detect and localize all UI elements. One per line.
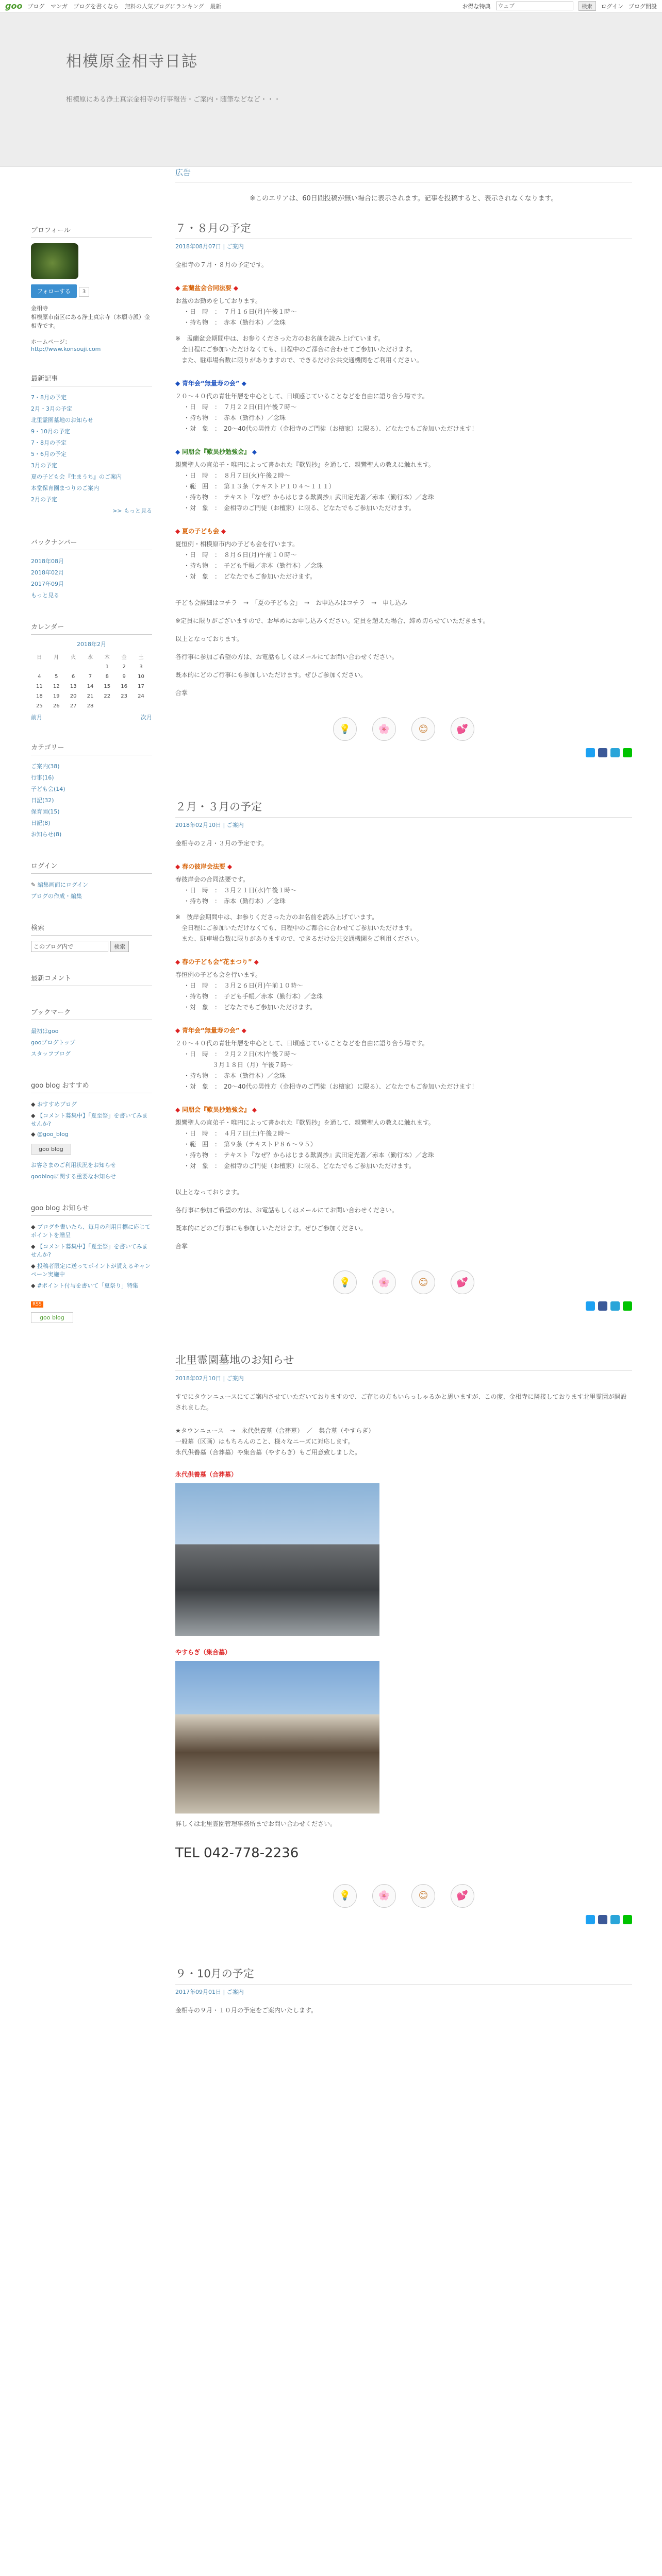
event-line: ・持ち物 ： 赤本（勤行本）／念珠 bbox=[184, 1072, 286, 1079]
topbar-link[interactable]: ブログ bbox=[27, 3, 45, 10]
inactive-notice: ※このエリアは、60日間投稿が無い場合に表示されます。記事を投稿すると、表示されなくなります。 bbox=[250, 195, 558, 202]
facebook-share-icon[interactable] bbox=[598, 1301, 607, 1311]
event-line: ※ 彼岸会期間中は、お参りくださった方のお名前を読み上げています。 bbox=[175, 913, 378, 921]
event-title-text: 青年会“無量寿の会” bbox=[182, 1027, 240, 1034]
weekday: 水 bbox=[87, 655, 93, 660]
star-icon: ◆ bbox=[175, 284, 183, 292]
star-icon: ◆ bbox=[239, 380, 246, 387]
recommend-item[interactable]: gooblogに関する重要なお知らせ bbox=[31, 1173, 116, 1180]
homepage-link[interactable]: http://www.konsouji.com bbox=[31, 346, 101, 352]
topbar-link[interactable]: ブログを書くなら bbox=[73, 3, 119, 10]
reaction-icon[interactable]: 🌸 bbox=[372, 717, 396, 741]
event-line: ・日 時 ： ７月１６日(月)午後１時～ bbox=[184, 308, 297, 315]
post-intro: 金相寺の９月・１０月の予定をご案内いたします。 bbox=[175, 2006, 318, 2014]
facebook-share-icon[interactable] bbox=[598, 748, 607, 757]
share-bar bbox=[175, 1915, 632, 1924]
bookmark-item[interactable]: gooブログトップ bbox=[31, 1039, 76, 1046]
star-icon: ◆ bbox=[175, 863, 183, 870]
profile-intro: 相模原市南区にある浄土真宗寺（本願寺派）金相寺です。 bbox=[31, 314, 150, 329]
footer-line: 合掌 bbox=[175, 689, 188, 697]
day: 6 bbox=[71, 674, 75, 680]
blog-post bbox=[175, 799, 632, 1311]
footer-line: 各行事に参加ご希望の方は、お電話もしくはメールにてお問い合わせください。 bbox=[175, 653, 398, 660]
reaction-icon[interactable]: 🌸 bbox=[372, 1270, 396, 1294]
star-icon: ◆ bbox=[175, 1106, 183, 1113]
event-title bbox=[175, 957, 632, 968]
calendar-heading: カレンダー bbox=[31, 621, 152, 635]
recent-item[interactable]: 夏の子ども会『生まうち』のご案内 bbox=[31, 473, 122, 480]
blog-description: 相模原にある浄土真宗金相寺の行事報告・ご案内・随筆などなど・・・ bbox=[66, 96, 281, 104]
day: 2 bbox=[122, 664, 126, 670]
search-heading: 検索 bbox=[31, 922, 152, 936]
recent-item[interactable]: 9・10月の予定 bbox=[31, 428, 70, 435]
event-title bbox=[175, 1025, 632, 1036]
recommend-heading: goo blog おすすめ bbox=[31, 1080, 152, 1093]
post-intro: すでにタウンニュースにてご案内させていただいておりますので、ご存じの方もいらっしゃるかと思いますが、この度、金相寺に隣接しております北里霊園が開設されました。 bbox=[175, 1393, 627, 1411]
pin-icon: ◆ bbox=[31, 1243, 37, 1250]
day bbox=[48, 662, 65, 672]
profile-heading: プロフィール bbox=[31, 225, 152, 238]
homepage-label: ホームページ： bbox=[31, 338, 71, 345]
bookmark-item[interactable]: スタッフブログ bbox=[31, 1050, 71, 1057]
top-bar bbox=[0, 0, 662, 12]
recent-more-link[interactable]: >> もっと見る bbox=[112, 507, 152, 514]
reaction-icon[interactable]: 💡 bbox=[333, 1270, 357, 1294]
goo-blog-footer-logo[interactable]: goo blog bbox=[31, 1312, 73, 1323]
category-item[interactable]: 日記(32) bbox=[31, 797, 54, 804]
event-line: ３月１８日（月）午後７時～ bbox=[175, 1061, 293, 1069]
event-line: ・日 時 ： ７月２２日(日)午後７時～ bbox=[184, 403, 297, 411]
follower-count: 3 bbox=[79, 287, 89, 297]
facebook-share-icon[interactable] bbox=[598, 1915, 607, 1924]
event-title bbox=[175, 861, 632, 872]
day: 16 bbox=[121, 684, 127, 689]
pin-icon: ◆ bbox=[31, 1263, 37, 1269]
day bbox=[65, 662, 82, 672]
day: 8 bbox=[105, 674, 109, 680]
recommend-item[interactable]: 【コメント募集中】「夏至祭」を書いてみませんか? bbox=[31, 1112, 148, 1127]
category-item[interactable]: 保育園(15) bbox=[31, 808, 60, 815]
day: 15 bbox=[104, 684, 111, 689]
pin-icon: ◆ bbox=[31, 1112, 37, 1119]
follow-button[interactable]: フォローする bbox=[31, 284, 77, 298]
calendar-table bbox=[31, 651, 150, 711]
footer-line: ※定員に限りがございますので、お早めにお申し込みください。定員を超えた場合、締め切らせていただきます。 bbox=[175, 617, 489, 624]
categories bbox=[31, 742, 152, 840]
day: 12 bbox=[53, 684, 60, 689]
day: 14 bbox=[87, 684, 94, 689]
day: 27 bbox=[70, 703, 77, 709]
post-body bbox=[175, 2005, 632, 2016]
star-icon: ◆ bbox=[231, 284, 239, 292]
reaction-icon[interactable]: 🌸 bbox=[372, 1884, 396, 1908]
recent-item[interactable]: 7・8月の予定 bbox=[31, 394, 67, 401]
reaction-bar bbox=[175, 1884, 632, 1908]
search-scope-select[interactable]: このブログ内で bbox=[31, 941, 108, 952]
post-list bbox=[175, 220, 632, 2016]
event-line: 全日程にご参加いただけなくても、日程中のご都合に合わせてご参加いただけます。 bbox=[175, 924, 417, 931]
event-line: ・対 象 ： 金相寺のご門徒（お檀家）に限る、どなたでもご参加いただけます。 bbox=[184, 504, 416, 512]
event-line: ・持ち物 ： 赤本（勤行本）／念珠 bbox=[184, 319, 286, 326]
news-item[interactable]: ブログを書いたら、毎月の利用目標に応じてポイントを贈呈 bbox=[31, 1224, 151, 1239]
star-icon: ◆ bbox=[225, 863, 233, 870]
goo-logo[interactable]: goo bbox=[5, 1, 23, 11]
backnumber-item[interactable]: 2018年08月 bbox=[31, 558, 64, 565]
news-item[interactable]: #ポイント付与を書いて「夏祭り」特集 bbox=[37, 1282, 139, 1289]
event-line: 夏恒例・相模原市内の子ども会を行います。 bbox=[175, 540, 299, 548]
reaction-bar bbox=[175, 717, 632, 741]
news-item[interactable]: 投稿者限定に送ってポイントが貰えるキャンペーン実施中 bbox=[31, 1263, 151, 1278]
topbar-right bbox=[462, 1, 657, 11]
weekday: 木 bbox=[104, 655, 110, 660]
post-meta[interactable]: 2018年08月07日 | ご案内 bbox=[175, 243, 244, 250]
reaction-icon[interactable]: 💕 bbox=[451, 717, 474, 741]
event-line: 一般墓（区画）はもちろんのこと、様々なニーズに対応します。 bbox=[175, 1438, 354, 1445]
blog-title[interactable]: 相模原金相寺日誌 bbox=[66, 53, 198, 71]
post-title[interactable]: ２月・３月の予定 bbox=[175, 799, 632, 818]
category-item[interactable]: 行事(16) bbox=[31, 774, 54, 781]
topbar-link[interactable]: 最新 bbox=[210, 3, 222, 10]
day bbox=[115, 701, 133, 711]
star-icon: ◆ bbox=[239, 1027, 246, 1034]
post-intro: 金相寺の２月・３月の予定です。 bbox=[175, 840, 268, 847]
post-intro: 金相寺の７月・８月の予定です。 bbox=[175, 261, 268, 268]
calendar bbox=[31, 621, 152, 721]
post-title[interactable]: 北里霊園墓地のお知らせ bbox=[175, 1352, 632, 1371]
star-icon: ◆ bbox=[175, 1027, 183, 1034]
recent-item[interactable]: 北里霊園墓地のお知らせ bbox=[31, 417, 93, 423]
category-heading: カテゴリー bbox=[31, 742, 152, 755]
category-item[interactable]: ご案内(38) bbox=[31, 763, 60, 770]
post-body bbox=[175, 1392, 632, 1866]
cemetery-photo[interactable] bbox=[175, 1661, 379, 1814]
event-line: 春恒例の子ども会を行います。 bbox=[175, 971, 262, 978]
event-title-text: 同朋会『歎異抄勉強会』 bbox=[182, 1106, 251, 1113]
category-item[interactable]: 子ども会(14) bbox=[31, 786, 65, 792]
sidebar-search-button[interactable]: 検索 bbox=[110, 941, 129, 952]
day: 28 bbox=[87, 703, 94, 709]
event-title bbox=[175, 1105, 632, 1115]
event-line: 全日程にご参加いただけなくても、日程中のご都合に合わせてご参加いただけます。 bbox=[175, 346, 417, 353]
main-content bbox=[175, 167, 632, 2057]
calendar-next-link[interactable]: 次月 bbox=[141, 714, 152, 721]
share-bar bbox=[175, 1301, 632, 1311]
day: 10 bbox=[138, 674, 144, 680]
weekday: 月 bbox=[54, 655, 59, 660]
recent-item[interactable]: 2月の予定 bbox=[31, 496, 57, 503]
event-line: ・対 象 ： どなたでもご参加いただけます。 bbox=[184, 1004, 317, 1011]
footer-line: 子ども会詳細はコチラ → 「夏の子ども会」 → お申込みはコチラ → 申し込み bbox=[175, 599, 408, 606]
news-heading: goo blog お知らせ bbox=[31, 1202, 152, 1216]
spacer bbox=[175, 1420, 632, 1426]
event-line: ・対 象 ： 20～40代の男性方（金相寺のご門徒（お檀家）に限る）、どなたでもご参加いただけます！ bbox=[184, 425, 478, 432]
event-line: ※ 盂蘭盆会期間中は、お参りくださった方のお名前を読み上げています。 bbox=[175, 335, 385, 342]
post-title[interactable]: ７・８月の予定 bbox=[175, 220, 632, 239]
day: 26 bbox=[53, 703, 60, 709]
login-edit-link[interactable]: 編集画面にログイン bbox=[37, 882, 89, 888]
goo-news bbox=[31, 1202, 152, 1323]
goo-recommend bbox=[31, 1080, 152, 1182]
post-body bbox=[175, 260, 632, 699]
ad-label: 広告 bbox=[175, 167, 632, 182]
event-title bbox=[175, 526, 632, 537]
calendar-month: 2018年2月 bbox=[77, 641, 106, 648]
day: 17 bbox=[138, 684, 144, 689]
event-line: ★タウンニュース → 永代供養墓（合葬墓） ／ 集合墓（やすらぎ） bbox=[175, 1427, 375, 1434]
backnumber-item[interactable]: 2017年09月 bbox=[31, 581, 64, 587]
day: 19 bbox=[53, 693, 60, 699]
recent-heading: 最新記事 bbox=[31, 373, 152, 386]
spacer bbox=[175, 328, 632, 333]
event-title-text: 青年会“無量寿の会” bbox=[182, 380, 240, 387]
event-line: 親鸞聖人の直弟子・唯円によって書かれた『歎異抄』を通して、親鸞聖人の教えに触れます。 bbox=[175, 461, 435, 468]
event-title-text: 盂蘭盆会合同法要 bbox=[182, 284, 232, 292]
star-icon: ◆ bbox=[175, 448, 183, 455]
post-meta[interactable]: 2017年09月01日 | ご案内 bbox=[175, 1988, 244, 1995]
event-title-text: 夏の子ども会 bbox=[182, 528, 220, 535]
event-line: 永代供養墓（合葬墓）や集合墓（やすらぎ）もご用意致しました。 bbox=[175, 1449, 361, 1456]
bookmarks-section bbox=[31, 1007, 152, 1059]
event-line: ・対 象 ： 金相寺のご門徒（お檀家）に限る、どなたでもご参加いただけます。 bbox=[184, 1162, 416, 1170]
day: 11 bbox=[36, 684, 43, 689]
reaction-icon[interactable]: 😊 bbox=[411, 717, 435, 741]
event-line: ・対 象 ： 20～40代の男性方（金相寺のご門徒（お檀家）に限る）、どなたでもご参加いただけます！ bbox=[184, 1083, 478, 1090]
post-title[interactable]: ９・10月の予定 bbox=[175, 1965, 632, 1985]
footer-line: 既本的にどのご行事にも参加しいただけます。ぜひご参加ください。 bbox=[175, 1225, 367, 1232]
event-line: ・持ち物 ： 子ども手帳／赤本（勤行本）／念珠 bbox=[184, 562, 323, 569]
hatena-share-icon[interactable] bbox=[610, 748, 620, 757]
event-line: ・日 時 ： ８月７日(火)午後２時～ bbox=[184, 472, 291, 479]
topbar-links bbox=[27, 2, 225, 10]
event-line: ・範 囲 ： 第１３条（テキストＰ１０４～１１１） bbox=[184, 483, 335, 490]
day: 7 bbox=[88, 674, 92, 680]
star-icon: ◆ bbox=[219, 528, 226, 535]
event-line: ・日 時 ： ８月６日(月)午前１０時～ bbox=[184, 551, 297, 558]
edit-icon: ✎ bbox=[31, 882, 38, 888]
day: 18 bbox=[36, 693, 43, 699]
event-line: ・持ち物 ： 子ども手帳／赤本（勤行本）／念珠 bbox=[184, 993, 323, 1000]
phone-number: TEL 042-778-2236 bbox=[175, 1845, 299, 1861]
event-line: ・持ち物 ： 赤本（勤行本）／念珠 bbox=[184, 897, 286, 905]
day: 1 bbox=[105, 664, 109, 670]
event-line: 親鸞聖人の直弟子・唯円によって書かれた『歎異抄』を通して、親鸞聖人の教えに触れます。 bbox=[175, 1119, 435, 1126]
line-share-icon[interactable] bbox=[623, 1301, 632, 1311]
reaction-icon[interactable]: 💕 bbox=[451, 1270, 474, 1294]
event-line: ・日 時 ： ４月７日(土)午後２時～ bbox=[184, 1130, 291, 1137]
day: 3 bbox=[139, 664, 143, 670]
backnumber-heading: バックナンバー bbox=[31, 537, 152, 550]
backnumber-item[interactable]: 2018年02月 bbox=[31, 569, 64, 576]
day bbox=[82, 662, 99, 672]
event-line: ２０～４０代の青壮年層を中心として、日頃感じていることなどを自由に語り合う場です。 bbox=[175, 1040, 428, 1047]
sidebar bbox=[31, 225, 152, 1344]
search-button[interactable]: 検索 bbox=[578, 1, 596, 11]
day: 22 bbox=[104, 693, 111, 699]
topbar-link[interactable]: 無料の人気ブログにランキング bbox=[124, 3, 204, 10]
blog-header bbox=[0, 12, 662, 167]
recent-item[interactable]: 5・6月の予定 bbox=[31, 451, 67, 457]
profile-section bbox=[31, 225, 152, 352]
twitter-share-icon[interactable] bbox=[586, 1915, 595, 1924]
login-link[interactable]: ログイン bbox=[601, 3, 623, 10]
cemetery-photo[interactable] bbox=[175, 1483, 379, 1636]
event-title-text: 春の子ども会“花まつり” bbox=[182, 958, 252, 965]
pin-icon: ◆ bbox=[31, 1101, 37, 1108]
event-line: 春彼岸会の合同法要です。 bbox=[175, 876, 250, 883]
line-share-icon[interactable] bbox=[623, 1915, 632, 1924]
avatar[interactable] bbox=[31, 243, 78, 279]
post-meta[interactable]: 2018年02月10日 | ご案内 bbox=[175, 1375, 244, 1382]
hatena-share-icon[interactable] bbox=[610, 1301, 620, 1311]
day bbox=[31, 662, 48, 672]
topbar-link[interactable]: マンガ bbox=[50, 3, 68, 10]
day bbox=[98, 701, 115, 711]
post-meta[interactable]: 2018年02月10日 | ご案内 bbox=[175, 822, 244, 828]
footer-line: 合掌 bbox=[175, 1243, 188, 1250]
event-line: ・範 囲 ： 第９条（テキストＰ８６～９５） bbox=[184, 1141, 317, 1148]
twitter-share-icon[interactable] bbox=[586, 1301, 595, 1311]
weekday: 金 bbox=[121, 655, 127, 660]
search-section bbox=[31, 922, 152, 952]
calendar-prev-link[interactable]: 前月 bbox=[31, 714, 42, 721]
star-icon: ◆ bbox=[252, 958, 259, 965]
backnumber-more-link[interactable]: もっと見る bbox=[31, 592, 59, 599]
footer-line: 各行事に参加ご希望の方は、お電話もしくはメールにてお問い合わせください。 bbox=[175, 1207, 398, 1214]
post-body bbox=[175, 838, 632, 1252]
event-line: ・日 時 ： ３月２１日(水)午後１時～ bbox=[184, 887, 297, 894]
event-title-text: 春の彼岸会法要 bbox=[182, 863, 226, 870]
blog-post bbox=[175, 1965, 632, 2016]
blog-post bbox=[175, 220, 632, 757]
rss-icon[interactable]: RSS bbox=[31, 1301, 43, 1308]
bookmark-item[interactable]: 最初はgoo bbox=[31, 1028, 59, 1035]
spacer bbox=[175, 907, 632, 912]
comments-heading: 最新コメント bbox=[31, 973, 152, 986]
star-icon: ◆ bbox=[250, 1106, 257, 1113]
reaction-icon[interactable]: 😊 bbox=[411, 1270, 435, 1294]
footer-line: 以上となっております。 bbox=[175, 1189, 243, 1196]
event-line: ・日 時 ： ３月２６日(月)午前１０時～ bbox=[184, 982, 303, 989]
event-line: ・持ち物 ： 赤本（勤行本）／念珠 bbox=[184, 414, 286, 421]
day: 5 bbox=[55, 674, 58, 680]
recent-item[interactable]: 7・8月の予定 bbox=[31, 439, 67, 446]
event-title bbox=[175, 283, 632, 294]
event-line: ２０～４０代の青壮年層を中心として、日頃感じていることなどを自由に語り合う場です。 bbox=[175, 393, 428, 400]
reaction-bar bbox=[175, 1270, 632, 1294]
event-title-text: 同朋会『歎異抄勉強会』 bbox=[182, 448, 251, 455]
category-item[interactable]: 日記(8) bbox=[31, 820, 51, 826]
day bbox=[133, 701, 150, 711]
pin-icon: ◆ bbox=[31, 1224, 37, 1230]
login-heading: ログイン bbox=[31, 860, 152, 874]
recent-item[interactable]: 2月・3月の予定 bbox=[31, 405, 72, 412]
reaction-icon[interactable]: 💡 bbox=[333, 1884, 357, 1908]
category-item[interactable]: お知らせ(8) bbox=[31, 831, 62, 838]
footer-line: 以上となっております。 bbox=[175, 635, 243, 642]
photo-label: 永代供養墓（合葬墓） bbox=[175, 1471, 238, 1478]
event-line: ・日 時 ： ２月２２日(木)午後７時～ bbox=[184, 1050, 297, 1058]
event-title bbox=[175, 378, 632, 389]
event-line: また、駐車場台数に限りがありますので、できるだけ公共交通機関をご利用ください。 bbox=[175, 357, 423, 364]
event-line: また、駐車場台数に限りがありますので、できるだけ公共交通機関をご利用ください。 bbox=[175, 935, 423, 942]
register-link[interactable]: ブログ開設 bbox=[628, 3, 657, 10]
star-icon: ◆ bbox=[175, 528, 183, 535]
login-section bbox=[31, 860, 152, 902]
day: 4 bbox=[38, 674, 41, 680]
blog-post bbox=[175, 1352, 632, 1924]
footer-line: 既本的にどのご行事にも参加しいただけます。ぜひご参加ください。 bbox=[175, 671, 367, 679]
event-title bbox=[175, 447, 632, 457]
day: 9 bbox=[122, 674, 126, 680]
photo-label: やすらぎ（集合墓） bbox=[175, 1649, 231, 1656]
twitter-icon: ◆ bbox=[31, 1131, 37, 1138]
pin-icon: ◆ bbox=[31, 1282, 37, 1289]
weekday: 火 bbox=[71, 655, 76, 660]
day: 20 bbox=[70, 693, 77, 699]
bookmarks-heading: ブックマーク bbox=[31, 1007, 152, 1020]
share-bar bbox=[175, 748, 632, 757]
twitter-share-icon[interactable] bbox=[586, 748, 595, 757]
search-input[interactable] bbox=[496, 2, 573, 10]
recent-posts bbox=[31, 373, 152, 516]
news-item[interactable]: 【コメント募集中】「夏至祭」を書いてみませんか? bbox=[31, 1243, 148, 1258]
day: 21 bbox=[87, 693, 94, 699]
contact-note: 詳しくは北里霊園管理事務所までお問い合わせください。 bbox=[175, 1820, 337, 1827]
reaction-icon[interactable]: 💡 bbox=[333, 717, 357, 741]
star-icon: ◆ bbox=[175, 380, 183, 387]
backnumbers bbox=[31, 537, 152, 601]
weekday: 土 bbox=[138, 655, 144, 660]
day: 25 bbox=[36, 703, 43, 709]
event-line: ・対 象 ： どなたでもご参加いただけます。 bbox=[184, 573, 317, 580]
reaction-icon[interactable]: 💕 bbox=[451, 1884, 474, 1908]
day: 23 bbox=[121, 693, 127, 699]
day: 24 bbox=[138, 693, 144, 699]
event-line: お盆のお勤めをしております。 bbox=[175, 297, 262, 304]
reaction-icon[interactable]: 😊 bbox=[411, 1884, 435, 1908]
line-share-icon[interactable] bbox=[623, 748, 632, 757]
recent-item[interactable]: 3月の予定 bbox=[31, 462, 57, 469]
recommend-item[interactable]: @goo_blog bbox=[37, 1131, 69, 1138]
event-line: ・持ち物 ： テキスト『なぜ？からはじまる歎異抄』武田定光著／赤本（勤行本）／念珠 bbox=[184, 494, 434, 501]
event-line: ・持ち物 ： テキスト『なぜ？からはじまる歎異抄』武田定光著／赤本（勤行本）／念珠 bbox=[184, 1151, 434, 1159]
profile-name: 金相寺 bbox=[31, 305, 48, 312]
comments-section bbox=[31, 973, 152, 986]
hatena-share-icon[interactable] bbox=[610, 1915, 620, 1924]
recent-item[interactable]: 本堂保育園まつりのご案内 bbox=[31, 485, 99, 492]
weekday: 日 bbox=[37, 655, 42, 660]
recommend-item[interactable]: お客さまのご利用状況をお知らせ bbox=[31, 1162, 116, 1168]
goo-blog-badge[interactable]: goo blog bbox=[31, 1144, 71, 1155]
topbar-notice[interactable]: お得な特典 bbox=[462, 3, 491, 10]
day: 13 bbox=[70, 684, 77, 689]
star-icon: ◆ bbox=[175, 958, 183, 965]
recommend-item[interactable]: おすすめブログ bbox=[37, 1101, 77, 1108]
blog-create-link[interactable]: ブログの作成・編集 bbox=[31, 893, 82, 900]
star-icon: ◆ bbox=[250, 448, 257, 455]
